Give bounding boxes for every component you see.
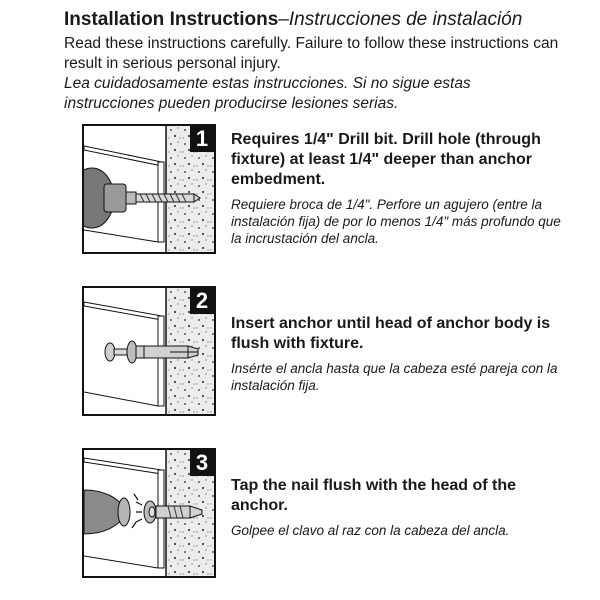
- impact-lines: [132, 494, 142, 528]
- step-2-text: [231, 314, 561, 394]
- step-2-illustration: [82, 286, 216, 416]
- title-spanish: Instrucciones de instalación: [288, 9, 523, 30]
- step-2-english: Insert anchor until head of anchor body is flush with fixture.: [231, 315, 551, 352]
- step-2-spanish: Insérte el ancla hasta que la cabeza esté pareja con la instalación fija.: [231, 361, 558, 393]
- fixture-flange: [158, 316, 164, 406]
- step-1-spanish: Requiere broca de 1/4". Perfore un agujero (entre la instalación fija) de por lo menos 1/4" más profundo que la incrustación del ancla.: [231, 197, 561, 246]
- fixture-top: [84, 302, 162, 320]
- instructions-header: [64, 8, 564, 114]
- step-3-illustration: [82, 448, 216, 578]
- anchor-body: [156, 506, 190, 518]
- step-1-illustration: [82, 124, 216, 254]
- step-3-text: [231, 476, 561, 539]
- step-3-spanish: Golpee el clavo al raz con la cabeza del ancla.: [231, 523, 510, 538]
- step-number-badge: 3: [190, 450, 214, 476]
- step-1-text: [231, 130, 561, 247]
- fixture-top: [84, 458, 162, 474]
- fixture-top: [84, 146, 162, 166]
- page-title: [64, 8, 564, 32]
- title-separator: –: [278, 9, 289, 30]
- step-1-english: Requires 1/4" Drill bit. Drill hole (through fixture) at least 1/4" deeper than anchor embedment.: [231, 131, 541, 188]
- step-number-badge: 1: [190, 126, 214, 152]
- warning-english: Read these instructions carefully. Failure to follow these instructions can result in serious personal injury.: [64, 35, 559, 72]
- title-english: Installation Instructions: [64, 9, 279, 30]
- step-number-badge: 2: [190, 288, 214, 314]
- warning-spanish: Lea cuidadosamente estas instrucciones. Si no sigue estas instrucciones pueden producirse lesiones serias.: [64, 75, 471, 112]
- fixture-flange: [158, 470, 164, 568]
- drill-chuck: [104, 184, 126, 212]
- step-3-english: Tap the nail flush with the head of the anchor.: [231, 477, 517, 514]
